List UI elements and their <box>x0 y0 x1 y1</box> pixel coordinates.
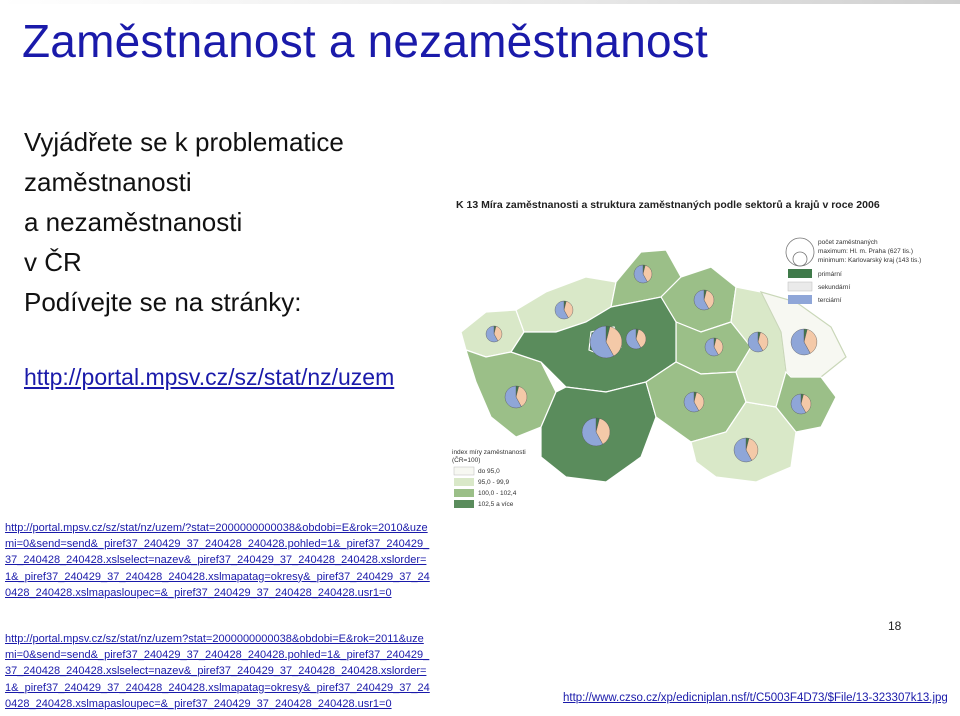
bullet-line: Vyjádřete se k problematice <box>24 127 344 157</box>
portal-link-2010[interactable]: http://portal.mpsv.cz/sz/stat/nz/uzem/?stat=2000000000038&obdobi=E&rok=2010&uzemi=0&send=send&_piref37_240429_37_240428_240428.pohled=1&_piref37_240429_37_240428_240428.xslselect=nazev&_piref37_240429_37_240428_240428.xslorder=1&_piref37_240429_37_240428_240428.xslmapatag=okresy&_piref37_240429_37_240428_240428.xslmapasloupec=&_piref37_240429_37_240428_240428.usr1=0 <box>5 522 430 599</box>
index-label: 100,0 - 102,4 <box>478 490 517 497</box>
sector-swatch-secondary <box>788 282 812 291</box>
pie-legend-line: minimum: Karlovarský kraj (143 tis.) <box>818 257 922 264</box>
index-swatch <box>454 478 474 486</box>
pie-legend-line: maximum: Hl. m. Praha (627 tis.) <box>818 248 913 255</box>
index-label: 95,0 - 99,9 <box>478 479 510 486</box>
main-url-link[interactable]: http://portal.mpsv.cz/sz/stat/nz/uzem <box>24 364 395 390</box>
sector-swatch-primary <box>788 269 812 278</box>
index-label: do 95,0 <box>478 468 500 475</box>
map-figure <box>446 182 959 517</box>
pie-legend-line: počet zaměstnaných <box>818 239 878 246</box>
index-legend-title: index míry zaměstnanosti <box>452 449 526 456</box>
bullet-line: Podívejte se na stránky: <box>24 287 302 317</box>
bullet-line: zaměstnanosti <box>24 167 192 197</box>
slide-title: Zaměstnanost a nezaměstnanost <box>22 15 708 67</box>
bullet-line: v ČR <box>24 247 82 277</box>
sector-swatch-tertiary <box>788 295 812 304</box>
page-number: 18 <box>888 619 902 633</box>
bullet-text <box>24 122 344 322</box>
index-label: 102,5 a více <box>478 501 514 508</box>
employment-map-image <box>446 182 959 517</box>
sector-label: terciární <box>818 297 842 304</box>
source-link[interactable]: http://www.czso.cz/xp/edicniplan.nsf/t/C5003F4D73/$File/13-323307k13.jpg <box>563 692 948 704</box>
top-decoration-line <box>0 0 960 4</box>
index-swatch <box>454 500 474 508</box>
index-swatch <box>454 489 474 497</box>
portal-link-2011[interactable]: http://portal.mpsv.cz/sz/stat/nz/uzem?stat=2000000000038&obdobi=E&rok=2011&uzemi=0&send=send&_piref37_240429_37_240428_240428.pohled=1&_piref37_240429_37_240428_240428.xslselect=nazev&_piref37_240429_37_240428_240428.xslorder=1&_piref37_240429_37_240428_240428.xslmapatag=okresy&_piref37_240429_37_240428_240428.xslmapasloupec=&_piref37_240429_37_240428_240428.usr1=0 <box>5 633 430 710</box>
sector-legend <box>788 269 850 304</box>
index-legend-title: (ČR=100) <box>452 457 481 464</box>
index-swatch <box>454 467 474 475</box>
sector-label: primární <box>818 271 842 278</box>
bullet-line: a nezaměstnanosti <box>24 207 243 237</box>
map-title: K 13 Míra zaměstnanosti a struktura zaměstnaných podle sektorů a krajů v roce 2006 <box>456 199 880 211</box>
sector-label: sekundární <box>818 284 851 291</box>
